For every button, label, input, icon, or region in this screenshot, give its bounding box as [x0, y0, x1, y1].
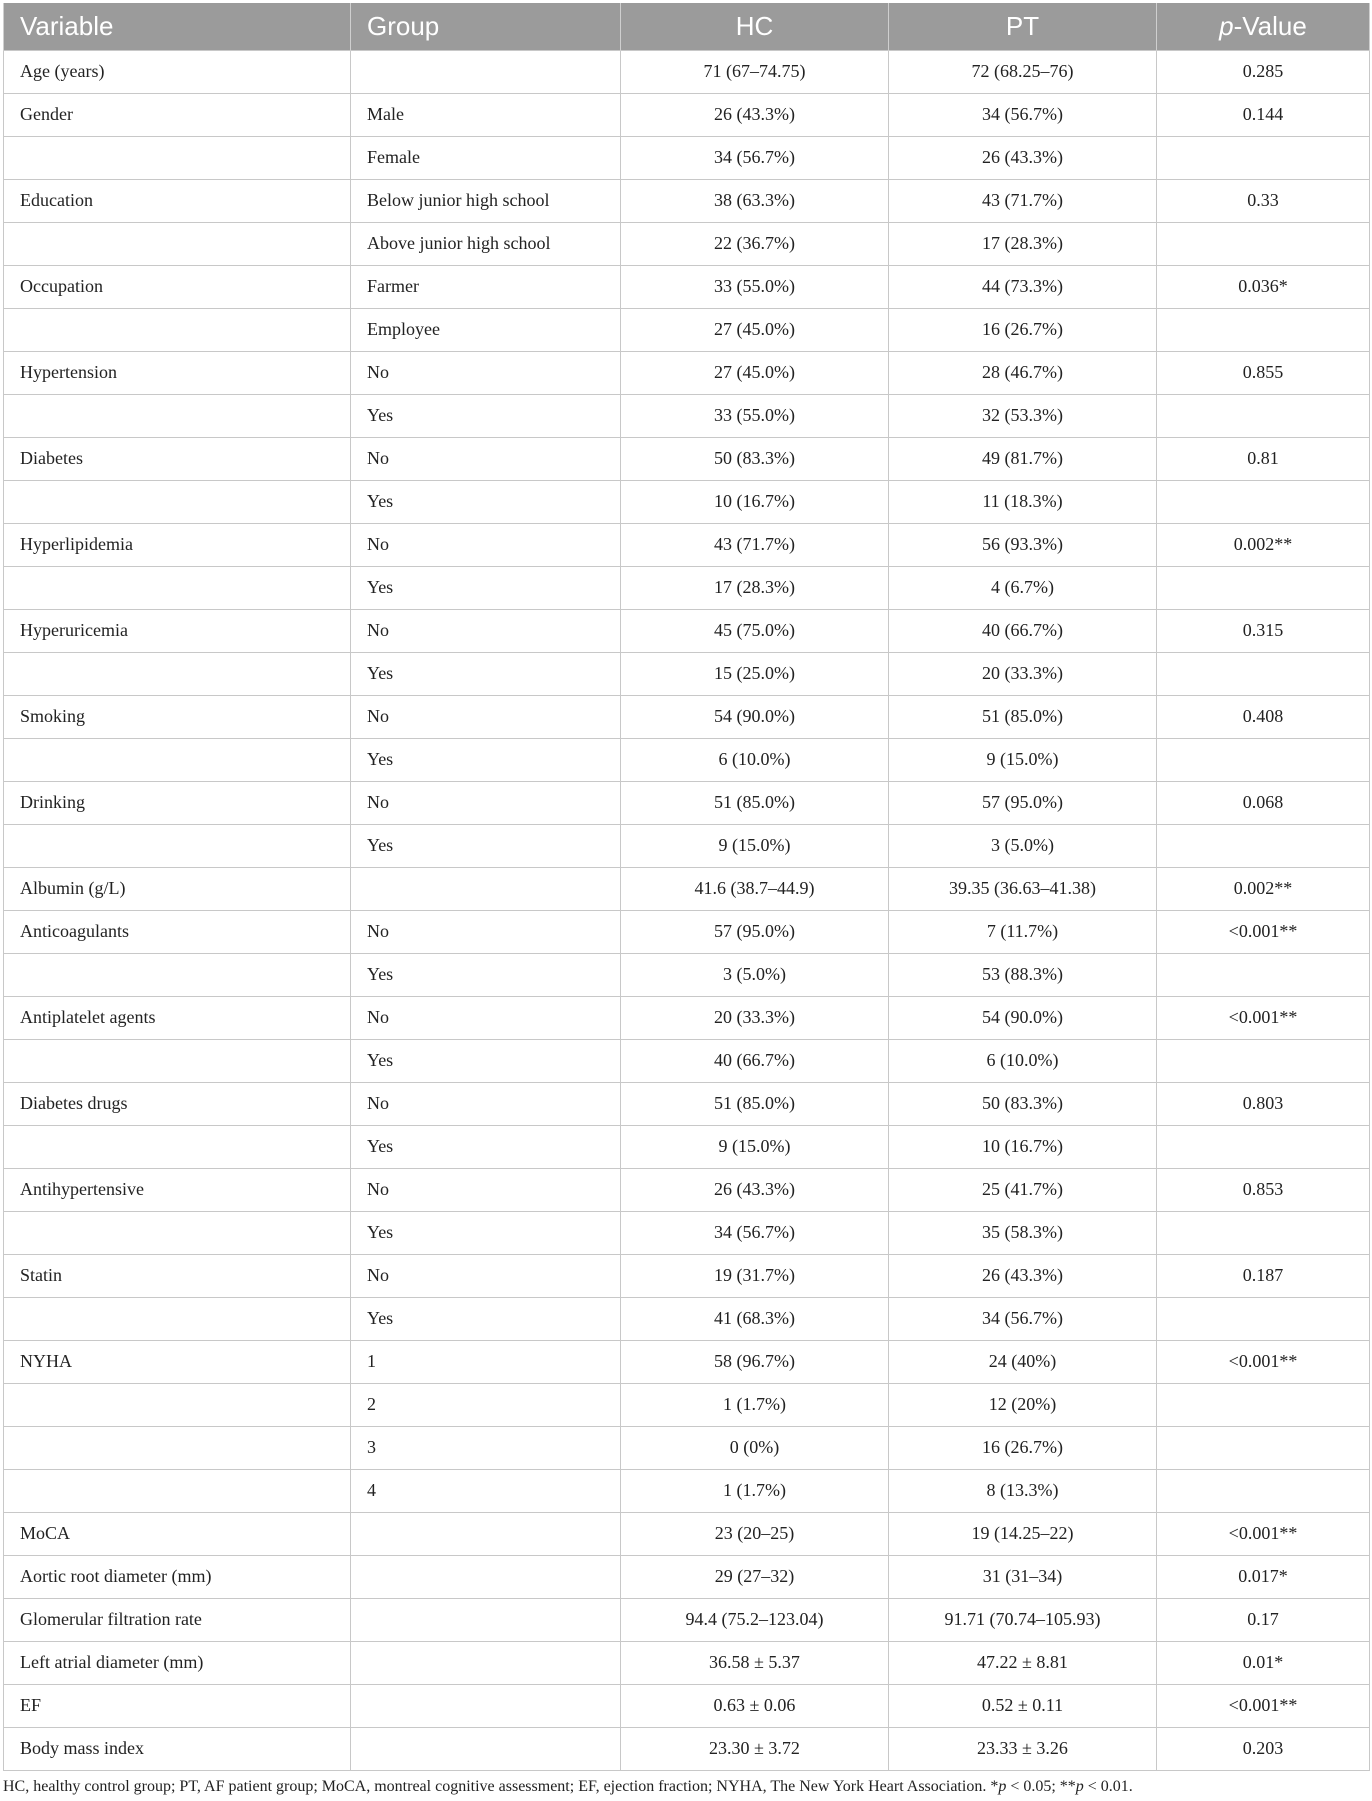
cell-pt: 53 (88.3%): [889, 953, 1157, 996]
cell-hc: 22 (36.7%): [621, 222, 889, 265]
cell-group: Yes: [351, 1297, 621, 1340]
cell-p-value: 0.017*: [1157, 1555, 1370, 1598]
cell-pt: 56 (93.3%): [889, 523, 1157, 566]
cell-variable: Body mass index: [4, 1727, 351, 1770]
cell-hc: 19 (31.7%): [621, 1254, 889, 1297]
cell-hc: 94.4 (75.2–123.04): [621, 1598, 889, 1641]
cell-variable: NYHA: [4, 1340, 351, 1383]
cell-group: No: [351, 781, 621, 824]
cell-group: Yes: [351, 738, 621, 781]
cell-p-value: 0.144: [1157, 93, 1370, 136]
cell-p-value: [1157, 1039, 1370, 1082]
cell-variable: Occupation: [4, 265, 351, 308]
cell-pt: 31 (31–34): [889, 1555, 1157, 1598]
cell-p-value: [1157, 1469, 1370, 1512]
table-row: [4, 308, 1370, 351]
cell-p-value: [1157, 1426, 1370, 1469]
cell-variable: [4, 824, 351, 867]
cell-variable: [4, 222, 351, 265]
cell-group: 3: [351, 1426, 621, 1469]
cell-variable: Diabetes: [4, 437, 351, 480]
cell-pt: 19 (14.25–22): [889, 1512, 1157, 1555]
cell-pt: 17 (28.3%): [889, 222, 1157, 265]
table-footnote: [3, 1778, 1369, 1796]
table-row: [4, 609, 1370, 652]
cell-p-value: 0.187: [1157, 1254, 1370, 1297]
table-row: [4, 1383, 1370, 1426]
cell-group: Employee: [351, 308, 621, 351]
cell-p-value: <0.001**: [1157, 910, 1370, 953]
table-row: [4, 1039, 1370, 1082]
cell-variable: [4, 480, 351, 523]
table-row: [4, 1426, 1370, 1469]
cell-group: Female: [351, 136, 621, 179]
cell-group: [351, 867, 621, 910]
cell-group: [351, 1555, 621, 1598]
cell-group: Yes: [351, 480, 621, 523]
table-row: [4, 222, 1370, 265]
table-row: [4, 1684, 1370, 1727]
cell-variable: Left atrial diameter (mm): [4, 1641, 351, 1684]
cell-hc: 58 (96.7%): [621, 1340, 889, 1383]
cell-pt: 3 (5.0%): [889, 824, 1157, 867]
cell-hc: 29 (27–32): [621, 1555, 889, 1598]
cell-group: No: [351, 910, 621, 953]
cell-hc: 71 (67–74.75): [621, 50, 889, 93]
header-group: Group: [351, 3, 621, 50]
cell-p-value: 0.002**: [1157, 867, 1370, 910]
cell-hc: 34 (56.7%): [621, 136, 889, 179]
cell-pt: 8 (13.3%): [889, 1469, 1157, 1512]
cell-hc: 23 (20–25): [621, 1512, 889, 1555]
cell-hc: 51 (85.0%): [621, 1082, 889, 1125]
cell-variable: Antiplatelet agents: [4, 996, 351, 1039]
cell-variable: Albumin (g/L): [4, 867, 351, 910]
cell-group: Yes: [351, 1211, 621, 1254]
characteristics-table: [3, 3, 1370, 1771]
cell-variable: [4, 1383, 351, 1426]
cell-group: [351, 1727, 621, 1770]
table-row: [4, 695, 1370, 738]
cell-hc: 27 (45.0%): [621, 351, 889, 394]
table-row: [4, 1211, 1370, 1254]
table-row: [4, 1512, 1370, 1555]
header-hc: HC: [621, 3, 889, 50]
cell-group: 4: [351, 1469, 621, 1512]
cell-pt: 25 (41.7%): [889, 1168, 1157, 1211]
cell-pt: 12 (20%): [889, 1383, 1157, 1426]
cell-pt: 35 (58.3%): [889, 1211, 1157, 1254]
cell-hc: 9 (15.0%): [621, 1125, 889, 1168]
cell-p-value: 0.408: [1157, 695, 1370, 738]
cell-variable: [4, 1211, 351, 1254]
footnote-p1: p: [998, 1778, 1007, 1795]
table-row: [4, 566, 1370, 609]
table-row: [4, 867, 1370, 910]
cell-pt: 51 (85.0%): [889, 695, 1157, 738]
cell-variable: Aortic root diameter (mm): [4, 1555, 351, 1598]
cell-p-value: <0.001**: [1157, 1340, 1370, 1383]
cell-variable: Education: [4, 179, 351, 222]
cell-group: Yes: [351, 652, 621, 695]
cell-group: [351, 1641, 621, 1684]
cell-variable: Hypertension: [4, 351, 351, 394]
cell-pt: 28 (46.7%): [889, 351, 1157, 394]
cell-variable: Statin: [4, 1254, 351, 1297]
cell-hc: 33 (55.0%): [621, 394, 889, 437]
cell-pt: 43 (71.7%): [889, 179, 1157, 222]
cell-p-value: 0.803: [1157, 1082, 1370, 1125]
table-row: [4, 351, 1370, 394]
cell-pt: 57 (95.0%): [889, 781, 1157, 824]
cell-variable: Hyperlipidemia: [4, 523, 351, 566]
cell-pt: 4 (6.7%): [889, 566, 1157, 609]
cell-pt: 11 (18.3%): [889, 480, 1157, 523]
cell-hc: 41.6 (38.7–44.9): [621, 867, 889, 910]
table-row: [4, 1254, 1370, 1297]
cell-p-value: [1157, 566, 1370, 609]
table-row: [4, 996, 1370, 1039]
table-row: [4, 1469, 1370, 1512]
table-body: [4, 50, 1370, 1770]
cell-group: Farmer: [351, 265, 621, 308]
cell-pt: 49 (81.7%): [889, 437, 1157, 480]
table-row: [4, 652, 1370, 695]
cell-variable: [4, 308, 351, 351]
cell-group: [351, 1512, 621, 1555]
cell-group: Male: [351, 93, 621, 136]
table-row: [4, 480, 1370, 523]
cell-p-value: <0.001**: [1157, 1684, 1370, 1727]
cell-group: Yes: [351, 824, 621, 867]
cell-hc: 9 (15.0%): [621, 824, 889, 867]
cell-variable: Age (years): [4, 50, 351, 93]
cell-pt: 91.71 (70.74–105.93): [889, 1598, 1157, 1641]
cell-hc: 1 (1.7%): [621, 1469, 889, 1512]
cell-hc: 17 (28.3%): [621, 566, 889, 609]
cell-variable: Antihypertensive: [4, 1168, 351, 1211]
cell-p-value: [1157, 652, 1370, 695]
cell-pt: 16 (26.7%): [889, 1426, 1157, 1469]
footnote-star1: *: [990, 1778, 999, 1795]
cell-hc: 23.30 ± 3.72: [621, 1727, 889, 1770]
cell-p-value: 0.33: [1157, 179, 1370, 222]
cell-p-value: 0.81: [1157, 437, 1370, 480]
cell-pt: 50 (83.3%): [889, 1082, 1157, 1125]
table-row: [4, 1727, 1370, 1770]
table-row: [4, 1555, 1370, 1598]
table-row: [4, 1641, 1370, 1684]
cell-pt: 72 (68.25–76): [889, 50, 1157, 93]
table-row: [4, 523, 1370, 566]
cell-p-value: 0.036*: [1157, 265, 1370, 308]
cell-p-value: [1157, 953, 1370, 996]
table-row: [4, 1082, 1370, 1125]
table-header: [4, 3, 1370, 50]
cell-variable: Diabetes drugs: [4, 1082, 351, 1125]
cell-group: Yes: [351, 566, 621, 609]
cell-hc: 57 (95.0%): [621, 910, 889, 953]
header-row: [4, 3, 1370, 50]
cell-pt: 24 (40%): [889, 1340, 1157, 1383]
cell-hc: 34 (56.7%): [621, 1211, 889, 1254]
table-row: [4, 179, 1370, 222]
cell-variable: EF: [4, 1684, 351, 1727]
cell-group: No: [351, 996, 621, 1039]
cell-group: [351, 1684, 621, 1727]
cell-pt: 7 (11.7%): [889, 910, 1157, 953]
cell-pt: 23.33 ± 3.26: [889, 1727, 1157, 1770]
cell-p-value: [1157, 1125, 1370, 1168]
cell-p-value: [1157, 222, 1370, 265]
cell-pt: 54 (90.0%): [889, 996, 1157, 1039]
cell-group: No: [351, 1254, 621, 1297]
table-row: [4, 953, 1370, 996]
table-row: [4, 50, 1370, 93]
table-row: [4, 738, 1370, 781]
cell-pt: 10 (16.7%): [889, 1125, 1157, 1168]
cell-hc: 26 (43.3%): [621, 93, 889, 136]
cell-variable: MoCA: [4, 1512, 351, 1555]
cell-p-value: 0.002**: [1157, 523, 1370, 566]
cell-pt: 32 (53.3%): [889, 394, 1157, 437]
cell-pt: 40 (66.7%): [889, 609, 1157, 652]
cell-pt: 39.35 (36.63–41.38): [889, 867, 1157, 910]
cell-variable: [4, 566, 351, 609]
footnote-p2: p: [1075, 1778, 1084, 1795]
cell-group: No: [351, 437, 621, 480]
header-p-value: [1157, 3, 1370, 50]
table-row: [4, 437, 1370, 480]
cell-group: No: [351, 1082, 621, 1125]
header-p-letter: p: [1219, 10, 1234, 41]
cell-hc: 27 (45.0%): [621, 308, 889, 351]
cell-hc: 3 (5.0%): [621, 953, 889, 996]
cell-variable: [4, 1426, 351, 1469]
table-row: [4, 910, 1370, 953]
cell-hc: 36.58 ± 5.37: [621, 1641, 889, 1684]
cell-hc: 15 (25.0%): [621, 652, 889, 695]
cell-group: No: [351, 351, 621, 394]
cell-variable: Gender: [4, 93, 351, 136]
cell-hc: 38 (63.3%): [621, 179, 889, 222]
cell-pt: 0.52 ± 0.11: [889, 1684, 1157, 1727]
cell-pt: 34 (56.7%): [889, 1297, 1157, 1340]
cell-group: Yes: [351, 394, 621, 437]
cell-variable: [4, 1469, 351, 1512]
cell-p-value: <0.001**: [1157, 996, 1370, 1039]
cell-variable: [4, 136, 351, 179]
cell-variable: [4, 1125, 351, 1168]
cell-group: No: [351, 1168, 621, 1211]
cell-pt: 9 (15.0%): [889, 738, 1157, 781]
cell-pt: 16 (26.7%): [889, 308, 1157, 351]
table-row: [4, 394, 1370, 437]
cell-group: Yes: [351, 1125, 621, 1168]
cell-group: 2: [351, 1383, 621, 1426]
cell-variable: Hyperuricemia: [4, 609, 351, 652]
cell-hc: 33 (55.0%): [621, 265, 889, 308]
cell-hc: 0.63 ± 0.06: [621, 1684, 889, 1727]
cell-variable: [4, 953, 351, 996]
cell-p-value: [1157, 136, 1370, 179]
cell-p-value: [1157, 1297, 1370, 1340]
cell-hc: 50 (83.3%): [621, 437, 889, 480]
cell-variable: Glomerular filtration rate: [4, 1598, 351, 1641]
footnote-cond1: < 0.05;: [1006, 1778, 1060, 1795]
table-row: [4, 1340, 1370, 1383]
cell-hc: 54 (90.0%): [621, 695, 889, 738]
cell-p-value: [1157, 308, 1370, 351]
cell-pt: 6 (10.0%): [889, 1039, 1157, 1082]
footnote-abbreviations: HC, healthy control group; PT, AF patient group; MoCA, montreal cognitive assessment; EF, ejection fraction; NYHA, The New York Heart Association.: [3, 1778, 991, 1795]
cell-hc: 1 (1.7%): [621, 1383, 889, 1426]
table-row: [4, 265, 1370, 308]
table-row: [4, 824, 1370, 867]
cell-hc: 26 (43.3%): [621, 1168, 889, 1211]
table-row: [4, 136, 1370, 179]
cell-variable: Drinking: [4, 781, 351, 824]
cell-group: Below junior high school: [351, 179, 621, 222]
cell-pt: 20 (33.3%): [889, 652, 1157, 695]
cell-variable: Anticoagulants: [4, 910, 351, 953]
cell-group: No: [351, 609, 621, 652]
table-row: [4, 781, 1370, 824]
cell-p-value: 0.853: [1157, 1168, 1370, 1211]
cell-p-value: 0.315: [1157, 609, 1370, 652]
cell-p-value: 0.855: [1157, 351, 1370, 394]
header-p-suffix: -Value: [1233, 10, 1307, 41]
header-variable: Variable: [4, 3, 351, 50]
cell-group: Yes: [351, 953, 621, 996]
cell-p-value: [1157, 824, 1370, 867]
cell-group: [351, 1598, 621, 1641]
cell-p-value: [1157, 738, 1370, 781]
table-row: [4, 1125, 1370, 1168]
cell-variable: [4, 394, 351, 437]
cell-p-value: 0.285: [1157, 50, 1370, 93]
cell-group: No: [351, 523, 621, 566]
cell-pt: 47.22 ± 8.81: [889, 1641, 1157, 1684]
cell-p-value: 0.068: [1157, 781, 1370, 824]
cell-p-value: 0.01*: [1157, 1641, 1370, 1684]
cell-pt: 44 (73.3%): [889, 265, 1157, 308]
cell-p-value: 0.17: [1157, 1598, 1370, 1641]
cell-p-value: [1157, 394, 1370, 437]
cell-group: 1: [351, 1340, 621, 1383]
cell-group: Above junior high school: [351, 222, 621, 265]
table-row: [4, 1168, 1370, 1211]
cell-hc: 43 (71.7%): [621, 523, 889, 566]
cell-group: No: [351, 695, 621, 738]
cell-hc: 10 (16.7%): [621, 480, 889, 523]
table-row: [4, 1598, 1370, 1641]
table-row: [4, 1297, 1370, 1340]
cell-variable: [4, 738, 351, 781]
footnote-star2: **: [1059, 1778, 1076, 1795]
cell-pt: 34 (56.7%): [889, 93, 1157, 136]
cell-hc: 51 (85.0%): [621, 781, 889, 824]
cell-pt: 26 (43.3%): [889, 136, 1157, 179]
cell-group: Yes: [351, 1039, 621, 1082]
cell-pt: 26 (43.3%): [889, 1254, 1157, 1297]
footnote-cond2: < 0.01.: [1083, 1778, 1133, 1795]
cell-hc: 0 (0%): [621, 1426, 889, 1469]
cell-variable: [4, 652, 351, 695]
header-pt: PT: [889, 3, 1157, 50]
cell-hc: 45 (75.0%): [621, 609, 889, 652]
cell-hc: 41 (68.3%): [621, 1297, 889, 1340]
cell-p-value: [1157, 480, 1370, 523]
cell-p-value: 0.203: [1157, 1727, 1370, 1770]
cell-p-value: [1157, 1211, 1370, 1254]
cell-group: [351, 50, 621, 93]
cell-hc: 20 (33.3%): [621, 996, 889, 1039]
cell-p-value: <0.001**: [1157, 1512, 1370, 1555]
cell-variable: Smoking: [4, 695, 351, 738]
cell-variable: [4, 1039, 351, 1082]
cell-p-value: [1157, 1383, 1370, 1426]
cell-variable: [4, 1297, 351, 1340]
cell-hc: 40 (66.7%): [621, 1039, 889, 1082]
cell-hc: 6 (10.0%): [621, 738, 889, 781]
table-row: [4, 93, 1370, 136]
